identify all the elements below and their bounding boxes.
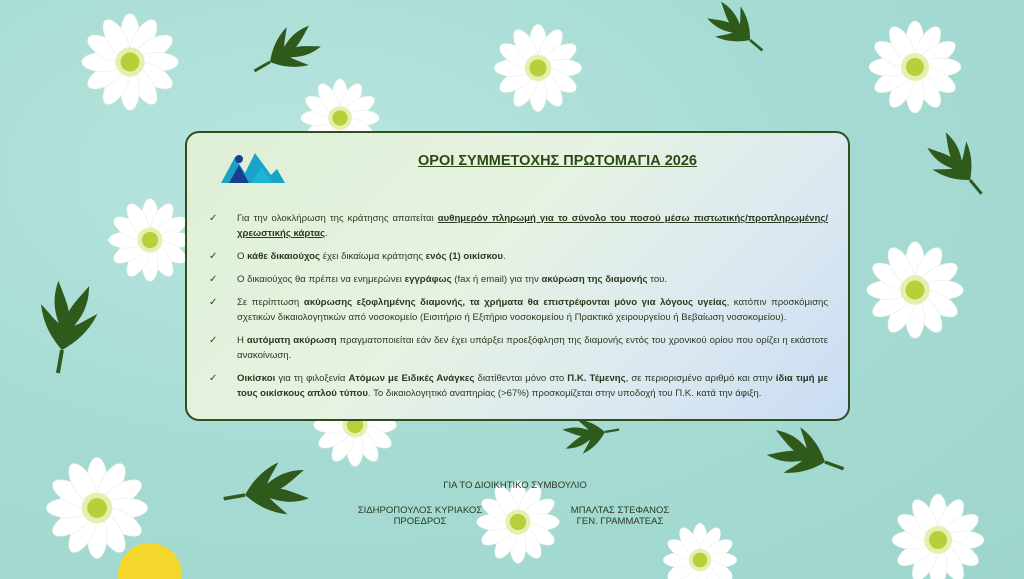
checkmark-icon: ✓ bbox=[209, 251, 218, 262]
terms-card bbox=[185, 131, 850, 421]
page-title: ΟΡΟΙ ΣΥΜΜΕΤΟΧΗΣ ΠΡΩΤΟΜΑΓΙΑ 2026 bbox=[418, 153, 697, 169]
list-item: ✓ Οικίσκοι για τη φιλοξενία Ατόμων με Ειδικές Ανάγκες διατίθενται μόνο στο Π.Κ. Τέμενης, σε περιορισμένο αριθμό και στην ίδια τιμή με τους οικίσκους απλού τύπου. Το δικαιολογητικό αναπηρίας (>67%) προσκομίζεται στην υποδοχή του Π.Κ. κατά την άφιξη. bbox=[209, 373, 828, 399]
signature-secretary bbox=[550, 505, 690, 527]
checkmark-icon: ✓ bbox=[209, 297, 218, 308]
checkmark-icon: ✓ bbox=[209, 213, 218, 224]
checkmark-icon: ✓ bbox=[209, 274, 218, 285]
signer-name: ΣΙΔΗΡΟΠΟΥΛΟΣ ΚΥΡΙΑΚΟΣ bbox=[357, 505, 483, 516]
signature-president bbox=[350, 505, 490, 527]
signer-role: ΠΡΟΕΔΡΟΣ bbox=[393, 516, 447, 527]
list-item: ✓ Ο κάθε δικαιούχος έχει δικαίωμα κράτησης ενός (1) οικίσκου. bbox=[209, 251, 506, 262]
checkmark-icon: ✓ bbox=[209, 373, 218, 384]
list-item: ✓ Η αυτόματη ακύρωση πραγματοποιείται εάν δεν έχει υπάρξει προεξόφληση της διαμονής εντός του χρονικού ορίου που ορίζει η εκάστοτε ανακοίνωση. bbox=[209, 335, 829, 361]
terms-list bbox=[209, 211, 828, 409]
list-item: ✓ Για την ολοκλήρωση της κράτησης απαιτείται αυθημερόν πληρωμή για το σύνολο του ποσού μέσω πιστωτικής/προπληρωμένης/χρεωστικής κάρτας. bbox=[209, 213, 828, 239]
signer-role: ΓΕΝ. ΓΡΑΜΜΑΤΕΑΣ bbox=[576, 516, 664, 527]
checkmark-icon: ✓ bbox=[209, 335, 218, 346]
list-item: ✓ Σε περίπτωση ακύρωσης εξοφλημένης διαμονής, τα χρήματα θα επιστρέφονται μόνο για λόγους υγείας, κατόπιν προσκόμισης σχετικών δικαιολογητικών από νοσοκομείο (Εισιτήριο ή Εξιτήριο νοσοκομείου ή Πρακτικό χειρουργείου ή Βεβαίωση νοσοκομείου). bbox=[209, 297, 828, 323]
board-heading: ΓΙΑ ΤΟ ΔΙΟΙΚΗΤΙΚΟ ΣΥΜΒΟΥΛΙΟ bbox=[443, 480, 587, 491]
signer-name: ΜΠΑΛΤΑΣ ΣΤΕΦΑΝΟΣ bbox=[570, 505, 670, 516]
list-item: ✓ Ο δικαιούχος θα πρέπει να ενημερώνει εγγράφως (fax ή email) για την ακύρωση της διαμονής του. bbox=[209, 274, 668, 285]
